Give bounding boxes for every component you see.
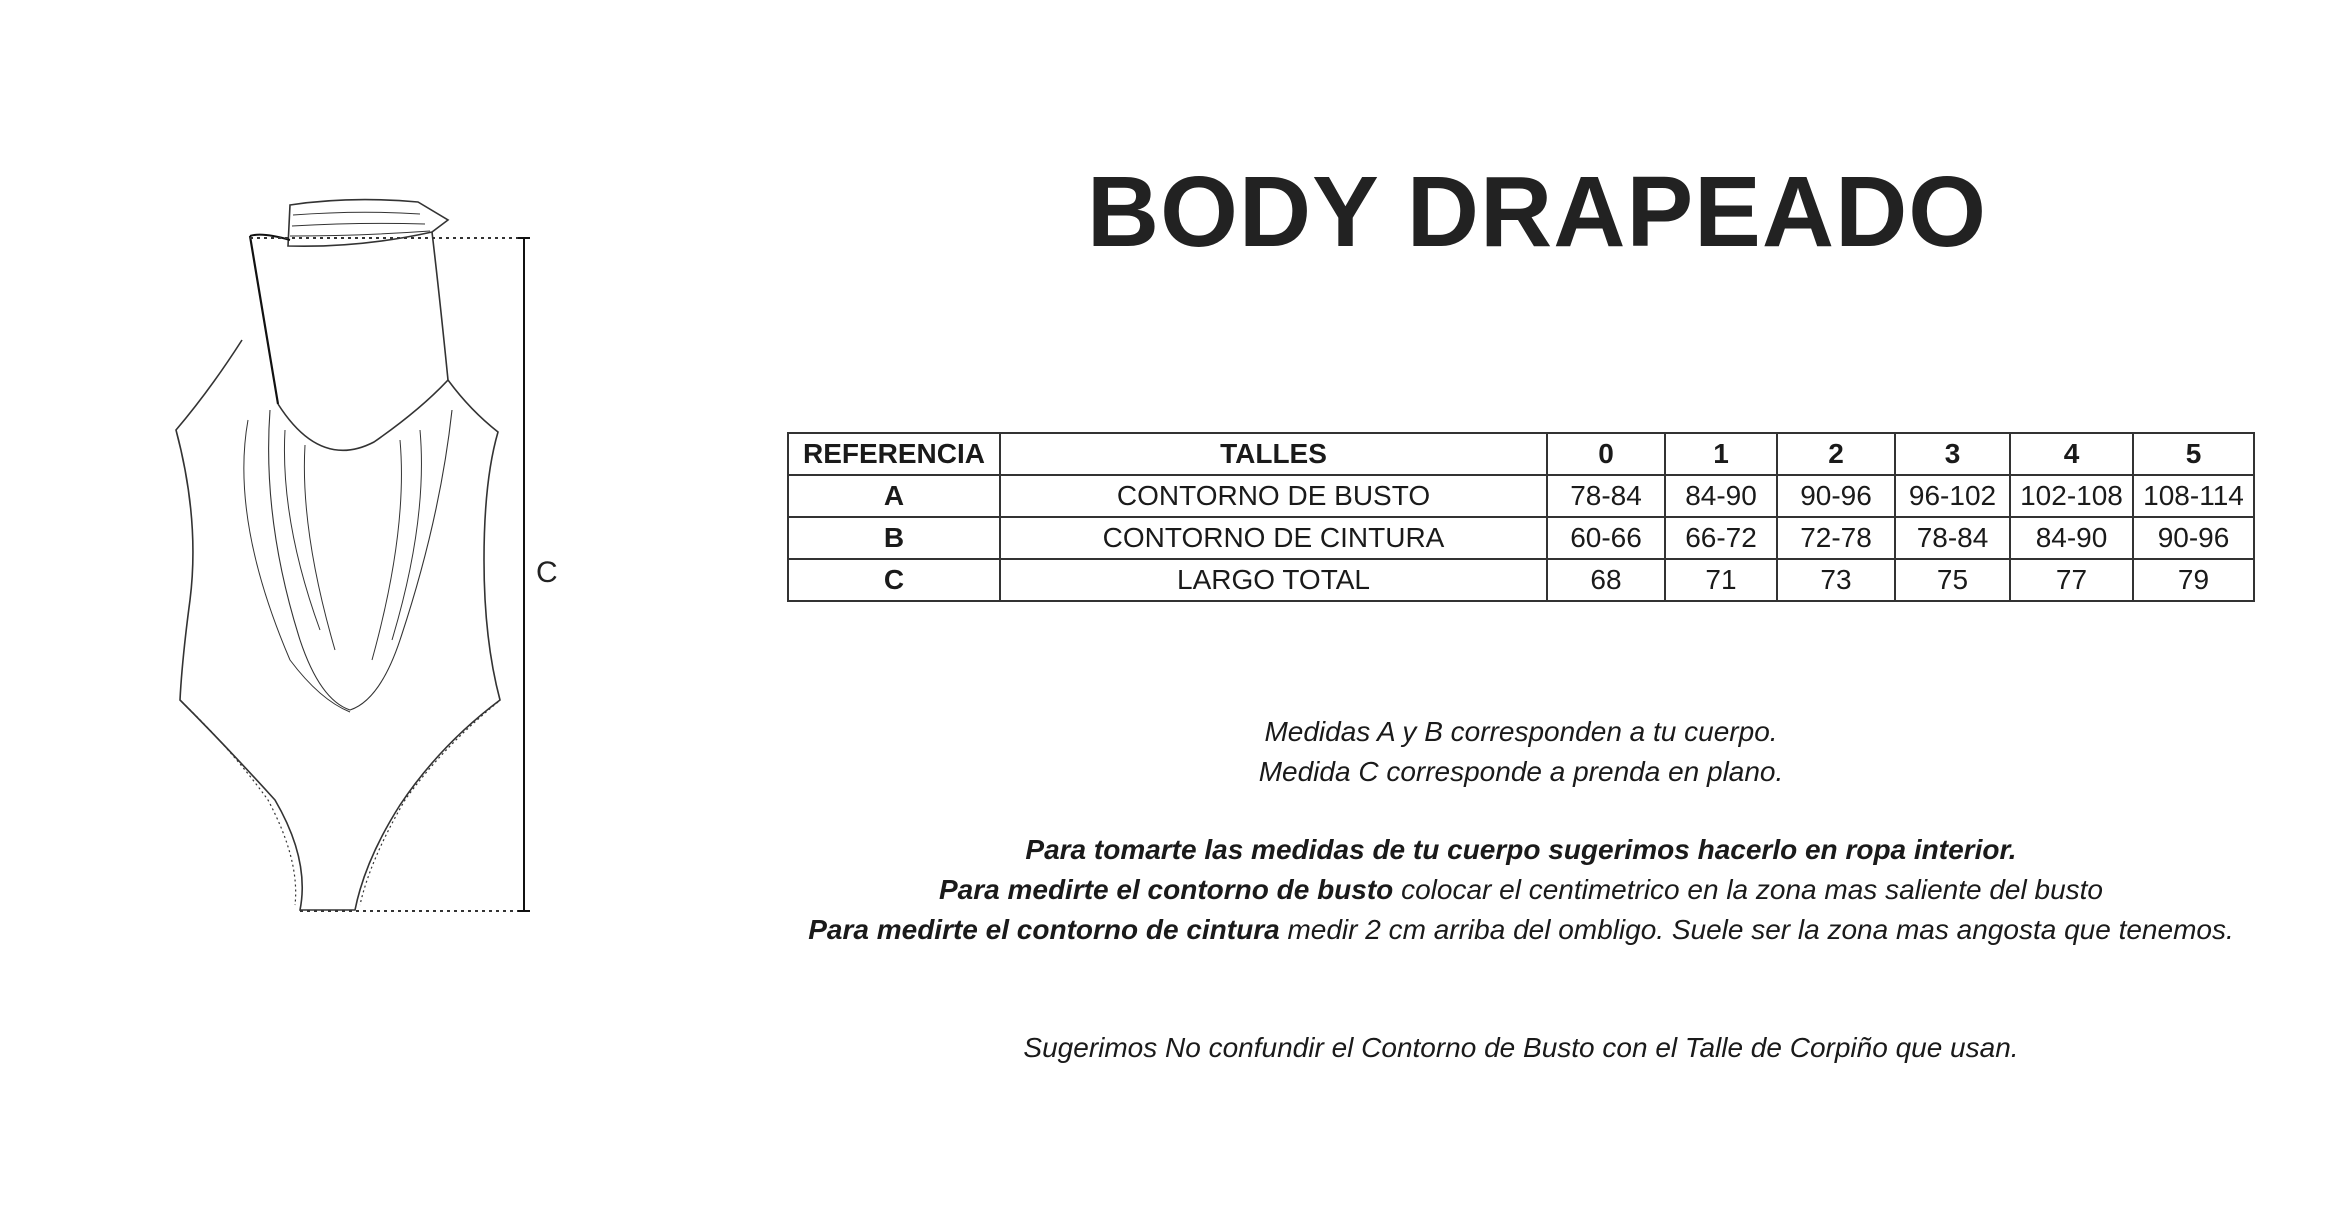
cell-value: 66-72 bbox=[1665, 517, 1777, 559]
cell-value: 78-84 bbox=[1895, 517, 2010, 559]
cell-value: 102-108 bbox=[2010, 475, 2133, 517]
note-body-measures: Medidas A y B corresponden a tu cuerpo. bbox=[1264, 716, 1778, 747]
cell-value: 77 bbox=[2010, 559, 2133, 601]
cell-value: 75 bbox=[1895, 559, 2010, 601]
header-size-5: 5 bbox=[2133, 433, 2254, 475]
note-bra-size-warning: Sugerimos No confundir el Contorno de Busto con el Talle de Corpiño que usan. bbox=[1023, 1032, 2019, 1063]
cell-value: 90-96 bbox=[1777, 475, 1895, 517]
note-waist-howto-rest: medir 2 cm arriba del ombligo. Suele ser la zona mas angosta que tenemos. bbox=[1279, 914, 2234, 945]
note-bust-howto-rest: colocar el centimetrico en la zona mas saliente del busto bbox=[1393, 874, 2104, 905]
note-bust-howto bbox=[787, 870, 2255, 910]
table-header-row bbox=[788, 433, 2254, 475]
cell-value: 72-78 bbox=[1777, 517, 1895, 559]
cell-value: 79 bbox=[2133, 559, 2254, 601]
note-flat-measure: Medida C corresponde a prenda en plano. bbox=[1258, 756, 1784, 787]
table-row bbox=[788, 475, 2254, 517]
table-row bbox=[788, 517, 2254, 559]
note-underwear-text: Para tomarte las medidas de tu cuerpo sugerimos hacerlo en ropa interior. bbox=[1025, 834, 2017, 865]
cell-value: 96-102 bbox=[1895, 475, 2010, 517]
note-waist-howto-bold: Para medirte el contorno de cintura bbox=[808, 914, 1280, 945]
cell-value: 73 bbox=[1777, 559, 1895, 601]
header-size-3: 3 bbox=[1895, 433, 2010, 475]
page-title: BODY DRAPEADO bbox=[1086, 156, 1988, 268]
cell-value: 60-66 bbox=[1547, 517, 1665, 559]
dimension-label-c: C bbox=[536, 556, 558, 589]
row-ref: B bbox=[788, 517, 1000, 559]
size-table bbox=[787, 432, 2255, 602]
cell-value: 68 bbox=[1547, 559, 1665, 601]
header-size-1: 1 bbox=[1665, 433, 1777, 475]
header-size-4: 4 bbox=[2010, 433, 2133, 475]
note-underwear bbox=[787, 830, 2255, 870]
garment-technical-drawing bbox=[150, 180, 590, 940]
row-label: CONTORNO DE BUSTO bbox=[1000, 475, 1547, 517]
cell-value: 90-96 bbox=[2133, 517, 2254, 559]
cell-value: 71 bbox=[1665, 559, 1777, 601]
header-talles: TALLES bbox=[1000, 433, 1547, 475]
measurement-notes bbox=[787, 712, 2255, 1068]
table-row bbox=[788, 559, 2254, 601]
cell-value: 78-84 bbox=[1547, 475, 1665, 517]
row-label: LARGO TOTAL bbox=[1000, 559, 1547, 601]
header-size-0: 0 bbox=[1547, 433, 1665, 475]
note-bust-howto-bold: Para medirte el contorno de busto bbox=[938, 874, 1394, 905]
row-ref: A bbox=[788, 475, 1000, 517]
note-waist-howto bbox=[787, 910, 2255, 950]
header-referencia: REFERENCIA bbox=[788, 433, 1000, 475]
cell-value: 84-90 bbox=[2010, 517, 2133, 559]
cell-value: 84-90 bbox=[1665, 475, 1777, 517]
row-ref: C bbox=[788, 559, 1000, 601]
cell-value: 108-114 bbox=[2133, 475, 2254, 517]
row-label: CONTORNO DE CINTURA bbox=[1000, 517, 1547, 559]
header-size-2: 2 bbox=[1777, 433, 1895, 475]
